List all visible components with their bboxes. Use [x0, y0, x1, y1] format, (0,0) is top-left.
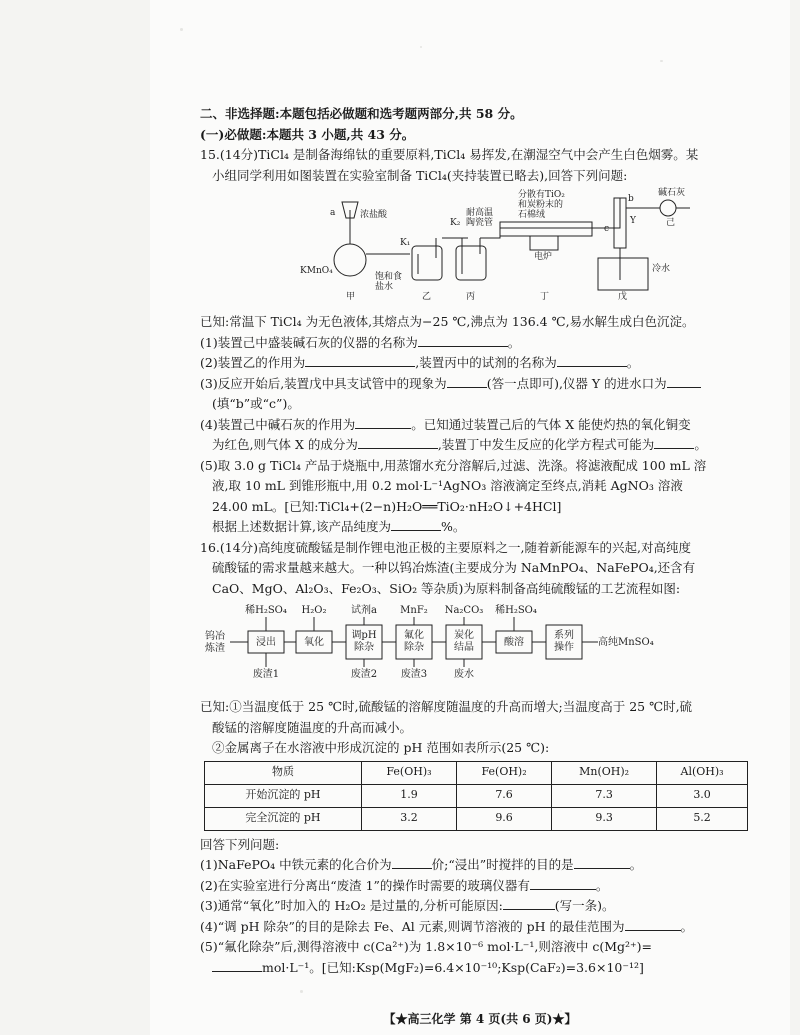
table-row [205, 784, 748, 807]
q15-s4-text-d: ,装置丁中发生反应的化学方程式可能为 [437, 437, 655, 452]
label-tio2-2: 和炭粉末的 [518, 200, 564, 210]
answer-blank[interactable] [503, 896, 555, 910]
label-acid: 浓盐酸 [360, 210, 388, 220]
label-ding: 丁 [540, 292, 550, 302]
flow-waste-2: 废渣2 [350, 669, 378, 680]
q16-s4-text: (4)“调 pH 除杂”的目的是除去 Fe、Al 元素,则调节溶液的 pH 的最佳范围为 [200, 918, 625, 934]
flow-waste-4: 废水 [454, 669, 474, 680]
flow-raw-1: 钨冶 [205, 631, 225, 642]
label-jia: 甲 [346, 292, 356, 302]
q16-s4 [200, 917, 760, 938]
q15-s5-text-d: 根据上述数据计算,该产品纯度为 [212, 519, 391, 534]
page-footer: 【★高三化学 第 4 页(共 6 页)★】 [383, 1012, 577, 1026]
scan-speck [660, 60, 663, 62]
flow-step-fluor-1: 氟化 [404, 630, 424, 641]
table-row [205, 807, 748, 830]
q15-s4-text-c: 为红色,则气体 X 的成分为 [212, 437, 358, 452]
table-cell: 完全沉淀的 pH [205, 807, 362, 830]
label-ji: 己 [666, 218, 676, 228]
q15-s3 [200, 374, 760, 395]
q15-s1-end: 。 [507, 334, 521, 350]
q15-s3-cont: (填“b”或“c”)。 [212, 396, 300, 411]
answer-blank[interactable] [625, 917, 681, 931]
q15-intro-1: 15.(14分)TiCl₄ 是制备海绵钛的重要原料,TiCl₄ 易挥发,在潮湿空气中会产生白色烟雾。某 [200, 147, 699, 162]
answer-blank[interactable] [654, 435, 694, 449]
q16-intro-2: 硫酸锰的需求量越来越大。一种以钨冶炼渣(主要成分为 NaMnPO₄、NaFePO₄,还含有 [212, 560, 696, 575]
exam-content [200, 104, 760, 1026]
flow-waste-3: 废渣3 [400, 669, 428, 680]
ph-table [204, 761, 748, 831]
label-sodalime: 碱石灰 [658, 188, 686, 198]
label-cold-water: 冷水 [652, 264, 671, 274]
q16-known-1: 已知:①当温度低于 25 ℃时,硫酸锰的溶解度随温度的升高而增大;当温度高于 25 ℃时,硫 [200, 699, 693, 714]
q16-known-3: ②金属离子在水溶液中形成沉淀的 pH 范围如表所示(25 ℃): [212, 740, 550, 755]
flow-reagent-5: Na₂CO₃ [444, 605, 484, 616]
table-cell: 开始沉淀的 pH [205, 784, 362, 807]
q15-s5-d [200, 517, 760, 538]
table-cell: 7.3 [552, 784, 657, 807]
answer-blank[interactable] [667, 374, 701, 388]
q15-s4-cont [200, 435, 760, 456]
flow-reagent-1: 稀H₂SO₄ [245, 605, 287, 616]
q16-s3 [200, 896, 760, 917]
answer-blank[interactable] [557, 353, 627, 367]
answer-blank[interactable] [212, 958, 262, 972]
q15-s1-text: (1)装置己中盛装碱石灰的仪器的名称为 [200, 334, 418, 350]
label-furnace: 电炉 [534, 252, 553, 262]
answer-blank[interactable] [358, 435, 438, 449]
q15-intro-2: 小组同学利用如图装置在实验室制备 TiCl₄(夹持装置已略去),回答下列问题: [212, 167, 628, 183]
q15-s1 [200, 333, 760, 354]
label-yi: 乙 [422, 292, 432, 302]
flow-step-leach: 浸出 [256, 637, 276, 648]
table-header-cell: Al(OH)₃ [657, 761, 748, 784]
answer-blank[interactable] [530, 876, 596, 890]
q16-s5-cont [200, 958, 760, 979]
q15-s2-text-a: (2)装置乙的作用为 [200, 355, 306, 370]
q15-s3-text-b: (答一点即可),仪器 Y 的进水口为 [486, 375, 667, 391]
q15-s2-end: 。 [626, 355, 640, 370]
apparatus-diagram [200, 188, 760, 308]
q16-s1-text-a: (1)NaFePO₄ 中铁元素的化合价为 [200, 857, 392, 872]
q15-s2-text-b: ,装置丙中的试剂的名称为 [415, 355, 557, 370]
label-y: Y [630, 216, 636, 226]
label-bing: 丙 [466, 292, 476, 302]
scan-speck [420, 46, 422, 48]
answer-blank[interactable] [574, 855, 630, 869]
table-header-cell: Fe(OH)₃ [361, 761, 456, 784]
label-brine-2: 盐水 [375, 282, 394, 292]
q15-s5-b: 液,取 10 mL 到锥形瓶中,用 0.2 mol·L⁻¹AgNO₃ 溶液滴定至终点,消耗 AgNO₃ 溶液 [212, 478, 683, 493]
q15-s5-c: 24.00 mL。[已知:TiCl₄+(2−n)H₂O══TiO₂·nH₂O↓+4HCl] [212, 498, 562, 514]
label-b: b [628, 194, 634, 204]
label-tio2-3: 石棉绒 [518, 210, 546, 220]
scan-speck [180, 28, 183, 31]
scan-speck [300, 990, 303, 993]
q15-s3-text-a: (3)反应开始后,装置戊中具支试管中的现象为 [200, 375, 447, 391]
q15-s5-end: %。 [440, 519, 466, 534]
flow-step-ph-1: 调pH [351, 630, 377, 641]
flow-step-series-2: 操作 [554, 642, 574, 653]
required-title: (一)必做题:本题共 3 小题,共 43 分。 [200, 126, 415, 142]
label-a: a [330, 208, 336, 218]
q16-answer-prompt: 回答下列问题: [200, 836, 280, 852]
q15-s4-text-b: 。已知通过装置己后的气体 X 能使灼热的氧化铜变 [411, 416, 691, 432]
table-cell: 3.2 [361, 807, 456, 830]
section-title: 二、非选择题:本题包括必做题和选考题两部分,共 58 分。 [200, 106, 523, 121]
apparatus-drawing [200, 188, 760, 308]
q16-intro-1: 16.(14分)高纯度硫酸锰是制作锂电池正极的主要原料之一,随着新能源车的兴起,对高纯度 [200, 539, 691, 555]
answer-blank[interactable] [418, 333, 508, 347]
flow-reagent-6: 稀H₂SO₄ [495, 605, 537, 616]
q16-s5: (5)“氟化除杂”后,测得溶液中 c(Ca²⁺)为 1.8×10⁻⁶ mol·L⁻¹,则溶液中 c(Mg²⁺)= [200, 939, 652, 954]
flow-step-acid: 酸溶 [504, 637, 524, 648]
label-k1: K₁ [400, 238, 411, 248]
flow-product: 高纯MnSO₄ [598, 637, 654, 648]
answer-blank[interactable] [391, 517, 441, 531]
flow-step-fluor-2: 除杂 [404, 642, 424, 653]
flow-step-series-1: 系列 [554, 630, 574, 641]
table-cell: 7.6 [457, 784, 552, 807]
label-porcelain-1: 耐高温 [466, 208, 494, 218]
table-header-cell: 物质 [205, 761, 362, 784]
q16-s3-text-a: (3)通常“氧化”时加入的 H₂O₂ 是过量的,分析可能原因: [200, 898, 503, 913]
q16-s4-end: 。 [680, 918, 694, 934]
table-cell: 9.6 [457, 807, 552, 830]
q15-known: 已知:常温下 TiCl₄ 为无色液体,其熔点为−25 ℃,沸点为 136.4 ℃,易水解生成白色沉淀。 [200, 314, 695, 329]
q15-s4-end: 。 [694, 437, 707, 452]
label-k2: K₂ [450, 218, 461, 228]
label-porcelain-2: 陶瓷管 [466, 218, 494, 228]
table-header-row [205, 761, 748, 784]
label-kmno4: KMnO₄ [300, 266, 333, 276]
q15-s4-text-a: (4)装置己中碱石灰的作用为 [200, 416, 356, 432]
q16-s2 [200, 876, 760, 897]
table-cell: 3.0 [657, 784, 748, 807]
q15-s5-a: (5)取 3.0 g TiCl₄ 产品于烧瓶中,用蒸馏水充分溶解后,过滤、洗涤。将滤液配成 100 mL 溶 [200, 457, 707, 473]
flow-step-carb-2: 结晶 [454, 642, 474, 653]
q16-s1-end: 。 [629, 857, 643, 872]
q15-s4 [200, 415, 760, 436]
answer-blank[interactable] [392, 855, 432, 869]
q16-s2-end: 。 [595, 877, 609, 893]
flow-reagent-3: 试剂a [351, 605, 377, 616]
q15-s2 [200, 353, 760, 374]
label-brine-1: 饱和食 [375, 272, 403, 282]
table-cell: 9.3 [552, 807, 657, 830]
flow-reagent-4: MnF₂ [400, 605, 428, 616]
label-tio2-1: 分散有TiO₂ [518, 190, 565, 200]
flow-step-carb-1: 炭化 [454, 630, 474, 641]
q16-s5-text-b: mol·L⁻¹。[已知:Ksp(MgF₂)=6.4×10⁻¹⁰;Ksp(CaF₂)=3.6×10⁻¹²] [262, 959, 644, 975]
answer-blank[interactable] [355, 415, 411, 429]
label-c: c [604, 224, 610, 234]
q16-s3-text-b: (写一条)。 [554, 898, 615, 913]
table-header-cell: Mn(OH)₂ [552, 761, 657, 784]
q16-s2-text: (2)在实验室进行分离出“废渣 1”的操作时需要的玻璃仪器有 [200, 877, 530, 893]
label-wu: 戊 [618, 292, 628, 302]
process-flowchart [200, 605, 760, 691]
table-cell: 1.9 [361, 784, 456, 807]
flow-step-ph-2: 除杂 [354, 642, 374, 653]
answer-blank[interactable] [447, 374, 487, 388]
answer-blank[interactable] [305, 353, 415, 367]
table-cell: 5.2 [657, 807, 748, 830]
table-header-cell: Fe(OH)₂ [457, 761, 552, 784]
q16-intro-3: CaO、MgO、Al₂O₃、Fe₂O₃、SiO₂ 等杂质)为原料制备高纯硫酸锰的工艺流程如图: [212, 580, 681, 596]
q16-s1-text-b: 价;“浸出”时搅拌的目的是 [431, 857, 574, 872]
flow-raw-2: 炼渣 [205, 643, 225, 654]
q16-s1 [200, 855, 760, 876]
q16-known-2: 酸锰的溶解度随温度的升高而减小。 [212, 719, 413, 735]
flow-waste-1: 废渣1 [252, 669, 280, 680]
flow-reagent-2: H₂O₂ [301, 605, 327, 616]
flow-step-oxidize: 氧化 [304, 637, 324, 648]
